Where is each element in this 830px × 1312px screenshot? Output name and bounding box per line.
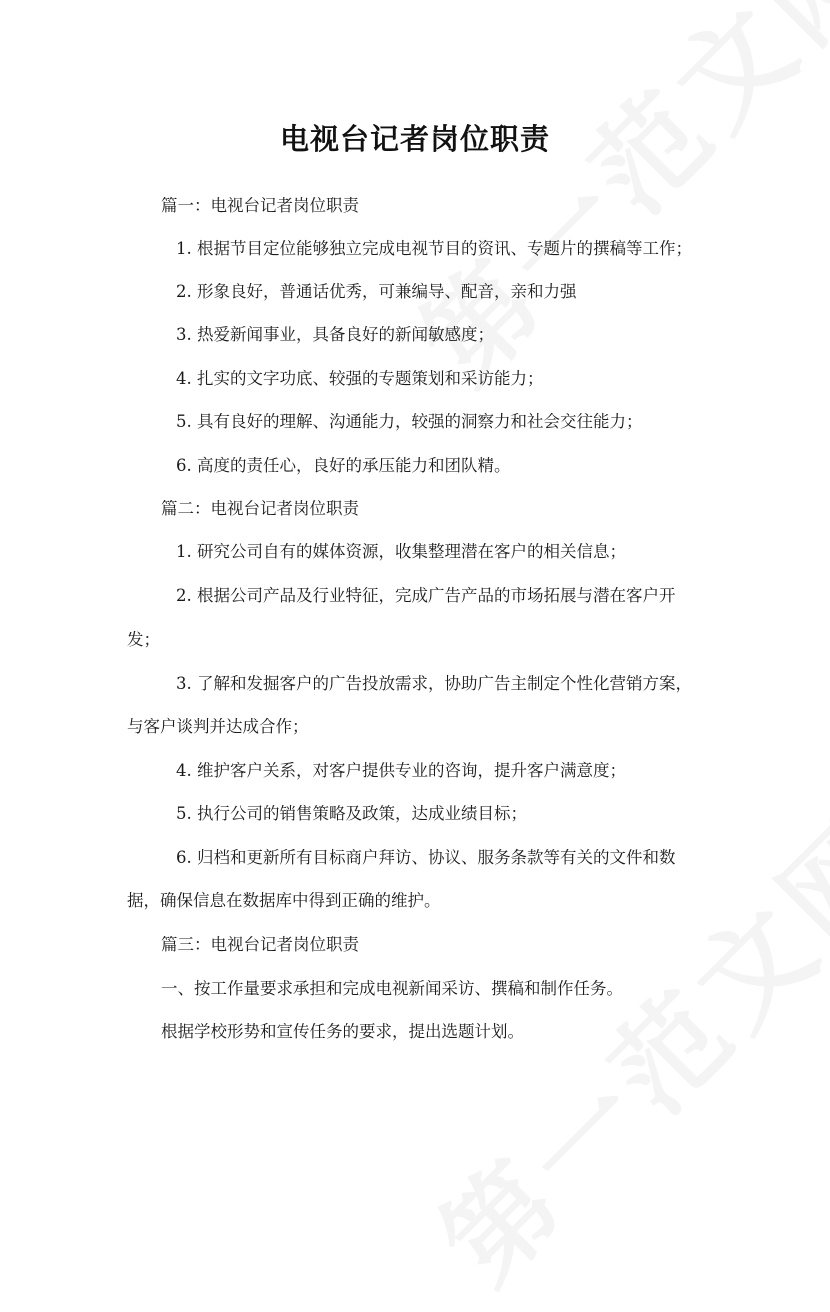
list-item: 6. 归档和更新所有目标商户拜访、协议、服务条款等有关的文件和数 <box>176 848 676 867</box>
list-item: 4. 扎实的文字功底、较强的专题策划和采访能力； <box>176 369 544 388</box>
document-title: 电视台记者岗位职责 <box>279 122 550 156</box>
list-item: 3. 热爱新闻事业，具备良好的新闻敏感度； <box>176 325 494 344</box>
list-item-continuation: 与客户谈判并达成合作； <box>127 717 309 736</box>
section-heading: 篇一：电视台记者岗位职责 <box>161 196 359 215</box>
list-item: 1. 研究公司自有的媒体资源，收集整理潜在客户的相关信息； <box>176 542 626 561</box>
list-item-continuation: 发； <box>127 630 160 649</box>
list-item: 6. 高度的责任心，良好的承压能力和团队精。 <box>176 456 511 475</box>
list-item: 2. 形象良好，普通话优秀，可兼编导、配音，亲和力强 <box>176 282 577 301</box>
paragraph: 一、按工作量要求承担和完成电视新闻采访、撰稿和制作任务。 <box>161 979 623 998</box>
list-item: 5. 具有良好的理解、沟通能力，较强的洞察力和社会交往能力； <box>176 412 643 431</box>
list-item: 4. 维护客户关系，对客户提供专业的咨询，提升客户满意度； <box>176 761 626 780</box>
list-item: 5. 执行公司的销售策略及政策，达成业绩目标； <box>176 804 527 823</box>
section-heading: 篇二：电视台记者岗位职责 <box>161 499 359 518</box>
section-heading: 篇三：电视台记者岗位职责 <box>161 935 359 954</box>
list-item: 2. 根据公司产品及行业特征，完成广告产品的市场拓展与潜在客户开 <box>176 586 676 605</box>
list-item: 1. 根据节目定位能够独立完成电视节目的资讯、专题片的撰稿等工作； <box>176 239 692 258</box>
watermark <box>380 0 830 412</box>
list-item: 3. 了解和发掘客户的广告投放需求，协助广告主制定个性化营销方案， <box>176 674 692 693</box>
list-item-continuation: 据，确保信息在数据库中得到正确的维护。 <box>127 891 441 910</box>
paragraph: 根据学校形势和宣传任务的要求，提出选题计划。 <box>161 1022 524 1041</box>
